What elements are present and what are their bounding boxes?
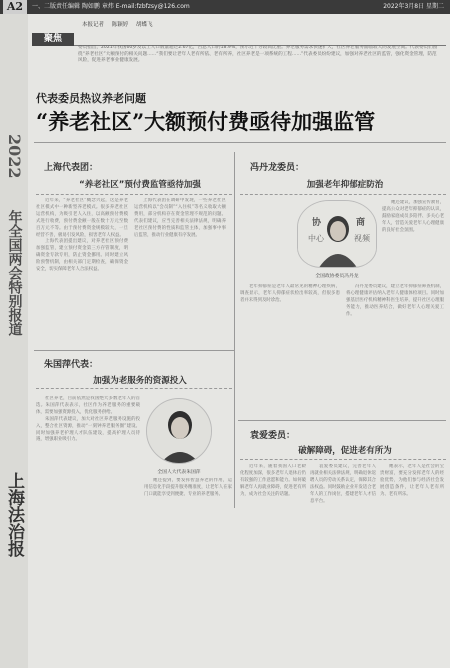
section-tag: 聚焦 [32, 33, 74, 46]
article3-para2: 朱国萍代表建议，加大对社区养老服务设施的投入，整合社区资源，推动“一刻钟养老服务圈”建设。同时加强养老护理人才队伍建设，提高护理人员待遇，增强职业吸引力。 [36, 416, 140, 443]
article4-col1 [240, 464, 306, 662]
side-title-text: 年全国两会特别报道 [6, 210, 23, 336]
article3-col1 [36, 396, 140, 662]
side-brand-text: 上海法治报 [4, 472, 24, 557]
article3-divider [36, 388, 232, 389]
article3-para1: 社区养老，目前依然是我国绝大多数老年人的首选。朱国萍代表表示，社区作为养老服务的重要载体，需要加强资源投入，优化服务供给。 [36, 396, 140, 415]
article1-para3: 上海代表团在调研中发现，一些养老社区运营机构以“会员制”“入住权”等名义收取大额费用，部分机构存在资金管理不规范的问题。代表们建议，应当完善相关法律法规，明确养老社区预付费的性质和监管主体，加强事中事后监管，推动行业健康有序发展。 [134, 198, 226, 238]
article2-divider [240, 194, 446, 195]
svg-text:协: 协 [312, 218, 322, 228]
headline-rule [34, 142, 446, 143]
page-code: A2 [3, 0, 27, 14]
article2-col-left [240, 200, 292, 280]
article1-label: 上海代表团： [44, 163, 99, 173]
editor-credits [82, 20, 159, 30]
article4-para1: 近年来，随着我国人口老龄化程度加深，很多老年人退休后仍有较强的工作意愿和能力。如何破解老年人再就业障碍，促进老有所为，成为社会关注的话题。 [240, 464, 306, 497]
article3-head: 加强为老服务的资源投入 [93, 376, 187, 386]
article2-para1: 老年抑郁症是老年人最常见的精神心理疾病，调查显示，老年人抑郁症状检出率较高，但很多患者并未得到及时诊治。 [240, 284, 340, 303]
intro-paragraph: 委员指出，2021年我国60岁及以上人口数量超过2.67亿，占总人口的18.9%，预示近十分较高比重。养老服务需求快速扩大，社区养老服务面临较大的发展空间。代表委员们围绕“养老社区”大额预付的相关问题……“我们要让老年人老有所依、老有所养，社区养老是一项系统的工程……”代表委员纷纷建议，加强对养老社区的监管，强化资金管理，防范风险，促进养老事业健康发展。 [78, 45, 438, 64]
editor-info: 一、二版责任编辑 陶如鹏 章炜 E-mail:fzbfzsy@126.com [32, 3, 190, 10]
article4-top-rule [238, 420, 446, 421]
side-year [3, 134, 25, 183]
svg-text:商: 商 [356, 218, 366, 228]
portrait-image [298, 201, 377, 268]
article3-label: 朱国萍代表： [44, 360, 99, 370]
article2-photo-caption: 全国政协委员冯丹龙 [315, 274, 359, 279]
side-brand-logo [2, 472, 26, 563]
article2-para3: 她还建议，加强宣传教育，提高公众对老年抑郁症的认识，鼓励家庭成员多陪伴、多关心老年人，营造关爱老年人心理健康的良好社会氛围。 [382, 200, 444, 233]
article3-col2 [144, 478, 232, 662]
credit-2: 陈颖婷 [111, 22, 129, 28]
headline-kicker: 代表委员热议养老问题 [36, 92, 146, 105]
svg-text:视频: 视频 [354, 234, 370, 243]
article4-label: 袁爱委员： [250, 431, 296, 441]
article1-para1: 近年来，“养老社区”概念兴起，这是养老社区模式中一种新型养老模式。很多养老社区运营机构，为吸引老人入住，以高额预付费模式进行收费，预付费金额一般在数十万元至数百万元不等。由于预付费资金规模较大，一旦经营不善，极易引发风险，损害老年人权益。 [36, 198, 128, 238]
article4-para3: 她表示，老年人是社会的宝贵财富，要充分发挥老年人的经验优势，为他们参与经济社会发展创造条件，让老年人老有所为、老有所乐。 [380, 464, 444, 497]
article2-head: 加强老年抑郁症防治 [306, 180, 384, 190]
article4-col2 [310, 464, 376, 662]
portrait-image [147, 399, 212, 464]
headline-title: “养老社区”大额预付费亟待加强监管 [36, 109, 376, 134]
article2-col2 [346, 284, 444, 414]
article3-top-rule [34, 350, 234, 351]
article4-divider [240, 459, 446, 460]
article2-label: 冯丹龙委员： [250, 163, 305, 173]
article3-para3: 她还提到，要发挥智慧养老的作用，运用信息化手段提升服务精准度，让老年人在家门口就能享受到便捷、专业的养老服务。 [144, 478, 232, 497]
article3-photo-caption: 全国人大代表朱国萍 [157, 470, 201, 475]
article2-photo [297, 200, 377, 268]
side-title [3, 210, 25, 341]
article2-col1 [240, 284, 340, 414]
issue-date: 2022年3月8日 星期二 [383, 3, 444, 10]
article1-divider [36, 194, 232, 195]
article2-col-right [382, 200, 444, 280]
column-divider [234, 152, 235, 508]
article1-para2: 上海代表团提出建议，对养老社区预付费加强监管，建立预付资金第三方存管制度，明确资金专款专用，防止资金挪用。同时建立风险预警机制，由相关部门定期检查，确保资金安全，切实保障老年人合法权益。 [36, 239, 128, 273]
article3-photo [146, 398, 212, 464]
article4-head: 破解障碍，促进老有所为 [298, 446, 392, 456]
article4-para2: 袁爱委员建议，完善老年人再就业相关法律法规，明确退休返聘人员的劳动关系认定，保障其合法权益。同时鼓励企业开发适合老年人的工作岗位，搭建老年人才信息平台。 [310, 464, 376, 504]
article1-col1 [36, 198, 128, 342]
side-band [0, 14, 28, 668]
side-year-text: 2022 [5, 134, 24, 179]
svg-text:中心: 中心 [308, 234, 324, 243]
top-header-bar [0, 0, 450, 14]
article1-col2 [134, 198, 226, 342]
article4-col3 [380, 464, 444, 662]
credit-1: 本报记者 [82, 22, 105, 28]
article2-para2: 冯丹龙委员建议，建立老年抑郁症筛查机制，将心理健康评估纳入老年人健康体检项目。同时加强基层医疗机构精神科医生培养，提升社区心理服务能力，推动医养结合，做好老年人心理关爱工作。 [346, 284, 444, 317]
credit-3: 胡蝶飞 [136, 22, 153, 28]
article1-head: “养老社区”预付费监管亟待加强 [79, 180, 201, 190]
